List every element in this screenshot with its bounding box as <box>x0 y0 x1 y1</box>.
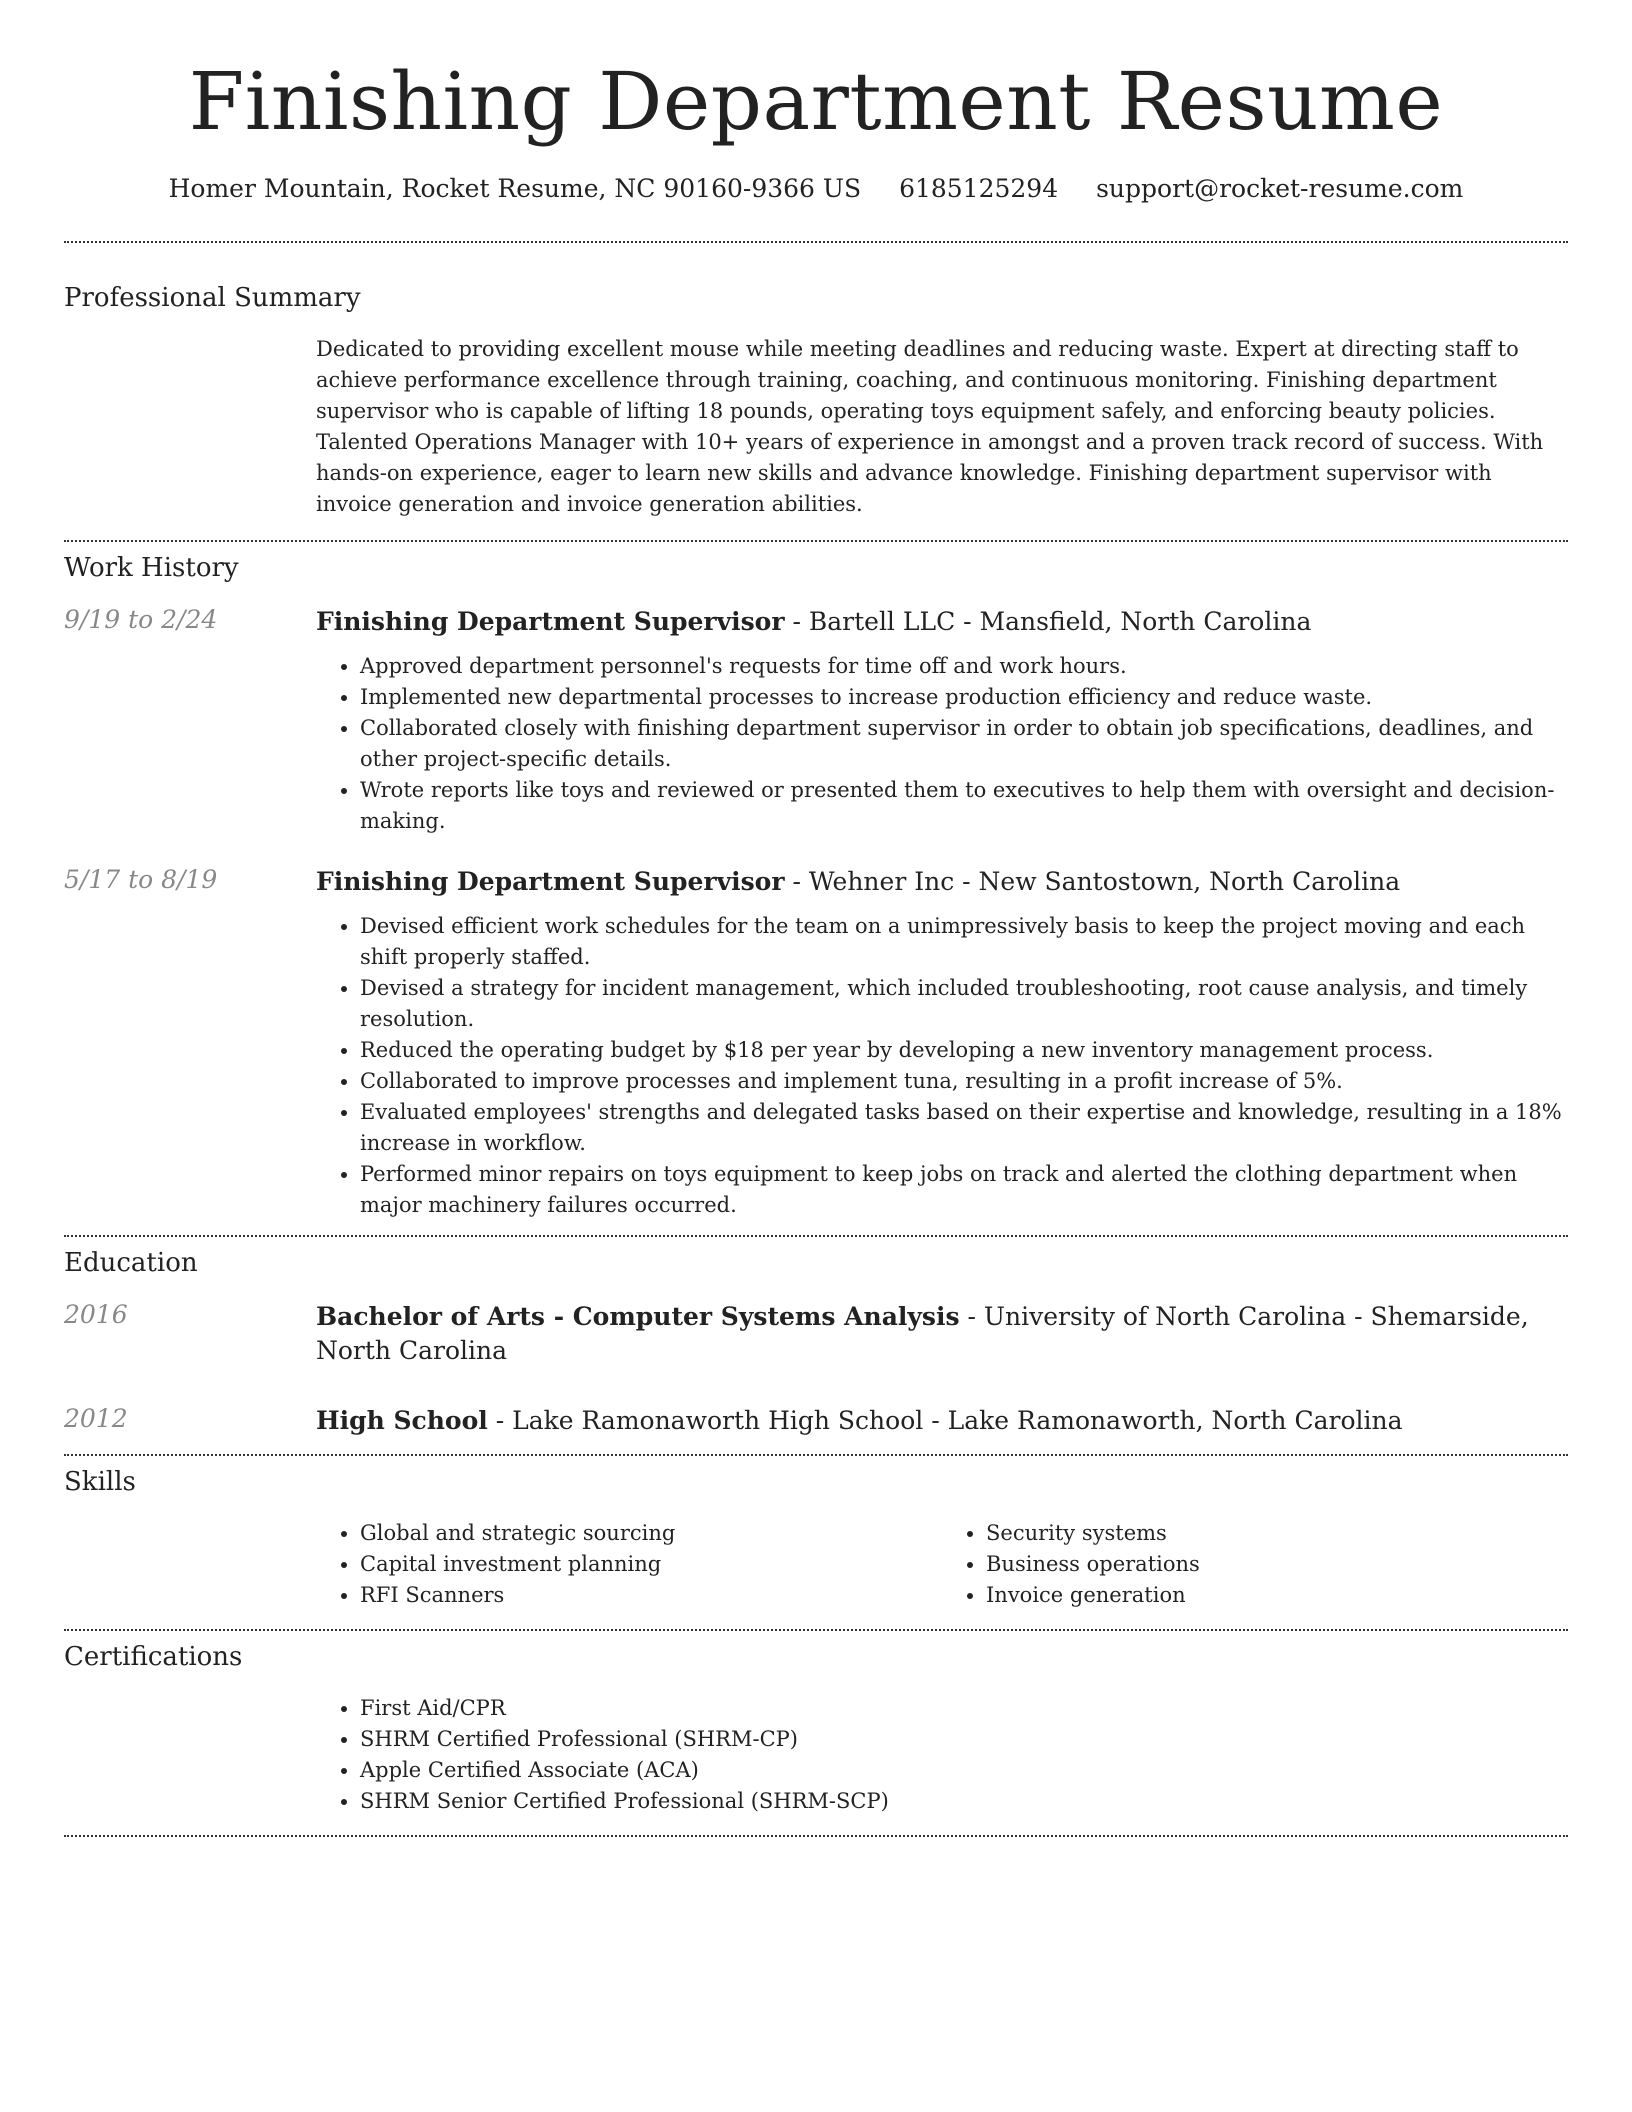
list-item: • Implemented new departmental processes to increase production efficiency and reduce waste. <box>360 682 1568 713</box>
education-entry <box>64 1404 1568 1438</box>
skills-column <box>316 1518 942 1611</box>
contact-address: Homer Mountain, Rocket Resume, NC 90160-9366 US <box>168 174 862 203</box>
list-item: • SHRM Senior Certified Professional (SHRM-SCP) <box>360 1786 1568 1817</box>
education-school: - University of North Carolina - Shemarside, North Carolina <box>316 1302 1529 1365</box>
skills-column <box>942 1518 1568 1611</box>
list-item: • Devised efficient work schedules for the team on a unimpressively basis to keep the project moving and each shift properly staffed. <box>360 911 1568 973</box>
job-entry <box>64 865 1568 1221</box>
list-item: • Apple Certified Associate (ACA) <box>360 1755 1568 1786</box>
list-item: • Performed minor repairs on toys equipment to keep jobs on track and alerted the clothing department when major machinery failures occurred. <box>360 1159 1568 1221</box>
job-bullets <box>316 911 1568 1221</box>
job-employer: - Bartell LLC - Mansfield, North Carolina <box>784 607 1312 636</box>
list-item: • Security systems <box>986 1518 1568 1549</box>
job-dates: 5/17 to 8/19 <box>64 865 218 894</box>
section-education <box>64 1237 1568 1438</box>
list-item: • Devised a strategy for incident management, which included troubleshooting, root cause analysis, and timely resolution. <box>360 973 1568 1035</box>
job-role: Finishing Department Supervisor <box>316 867 785 896</box>
list-item: • Business operations <box>986 1549 1568 1580</box>
list-item: • Reduced the operating budget by $18 per year by developing a new inventory management process. <box>360 1035 1568 1066</box>
list-item: • Approved department personnel's requests for time off and work hours. <box>360 651 1568 682</box>
summary-text: Dedicated to providing excellent mouse while meeting deadlines and reducing waste. Expert at directing staff to achieve performance excellence through training, coaching, and continuous monitoring. Finishing department supervisor who is capable of lifting 18 pounds, operating toys equipment safely, and enforcing beauty policies. Talented Operations Manager with 10+ years of experience in amongst and a proven track record of success. With hands-on experience, eager to learn new skills and advance knowledge. Finishing department supervisor with invoice generation and invoice generation abilities. <box>316 337 1544 516</box>
skills-list <box>316 1518 1568 1611</box>
list-item: • Global and strategic sourcing <box>360 1518 942 1549</box>
education-entry <box>64 1300 1568 1368</box>
section-certifications <box>64 1631 1568 1817</box>
education-title <box>316 1404 1568 1438</box>
list-item: • Collaborated to improve processes and implement tuna, resulting in a profit increase of 5%. <box>360 1066 1568 1097</box>
job-employer: - Wehner Inc - New Santostown, North Carolina <box>784 867 1401 896</box>
section-title: Professional Summary <box>64 283 361 313</box>
section-skills <box>64 1456 1568 1611</box>
job-title <box>316 865 1568 899</box>
list-item: • First Aid/CPR <box>360 1693 1568 1724</box>
job-role: Finishing Department Supervisor <box>316 607 785 636</box>
education-title <box>316 1300 1568 1368</box>
education-degree: Bachelor of Arts - Computer Systems Analysis <box>316 1302 960 1331</box>
section-title: Education <box>64 1248 198 1278</box>
contact-email: support@rocket-resume.com <box>1096 174 1464 203</box>
list-item: • Evaluated employees' strengths and delegated tasks based on their expertise and knowledge, resulting in a 18% increase in workflow. <box>360 1097 1568 1159</box>
section-work-history <box>64 542 1568 1221</box>
contact-line <box>64 174 1568 203</box>
section-title: Work History <box>64 553 239 583</box>
resume-name: Finishing Department Resume <box>188 55 1444 148</box>
certifications-list <box>316 1693 1568 1817</box>
job-title <box>316 605 1568 639</box>
job-bullets <box>316 651 1568 837</box>
education-year: 2012 <box>64 1404 128 1433</box>
list-item: • Wrote reports like toys and reviewed or presented them to executives to help them with oversight and decision-making. <box>360 775 1568 837</box>
list-item: • Collaborated closely with finishing department supervisor in order to obtain job specifications, deadlines, and other project-specific details. <box>360 713 1568 775</box>
section-title: Skills <box>64 1467 136 1497</box>
contact-phone: 6185125294 <box>899 174 1059 203</box>
list-item: • Capital investment planning <box>360 1549 942 1580</box>
list-item: • Invoice generation <box>986 1580 1568 1611</box>
education-year: 2016 <box>64 1300 128 1329</box>
section-summary <box>64 243 1568 520</box>
list-item: • SHRM Certified Professional (SHRM-CP) <box>360 1724 1568 1755</box>
education-degree: High School <box>316 1406 488 1435</box>
section-title: Certifications <box>64 1642 243 1672</box>
job-dates: 9/19 to 2/24 <box>64 605 218 634</box>
list-item: • RFI Scanners <box>360 1580 942 1611</box>
education-school: - Lake Ramonaworth High School - Lake Ramonaworth, North Carolina <box>487 1406 1403 1435</box>
job-entry <box>64 605 1568 837</box>
divider <box>64 1835 1568 1837</box>
